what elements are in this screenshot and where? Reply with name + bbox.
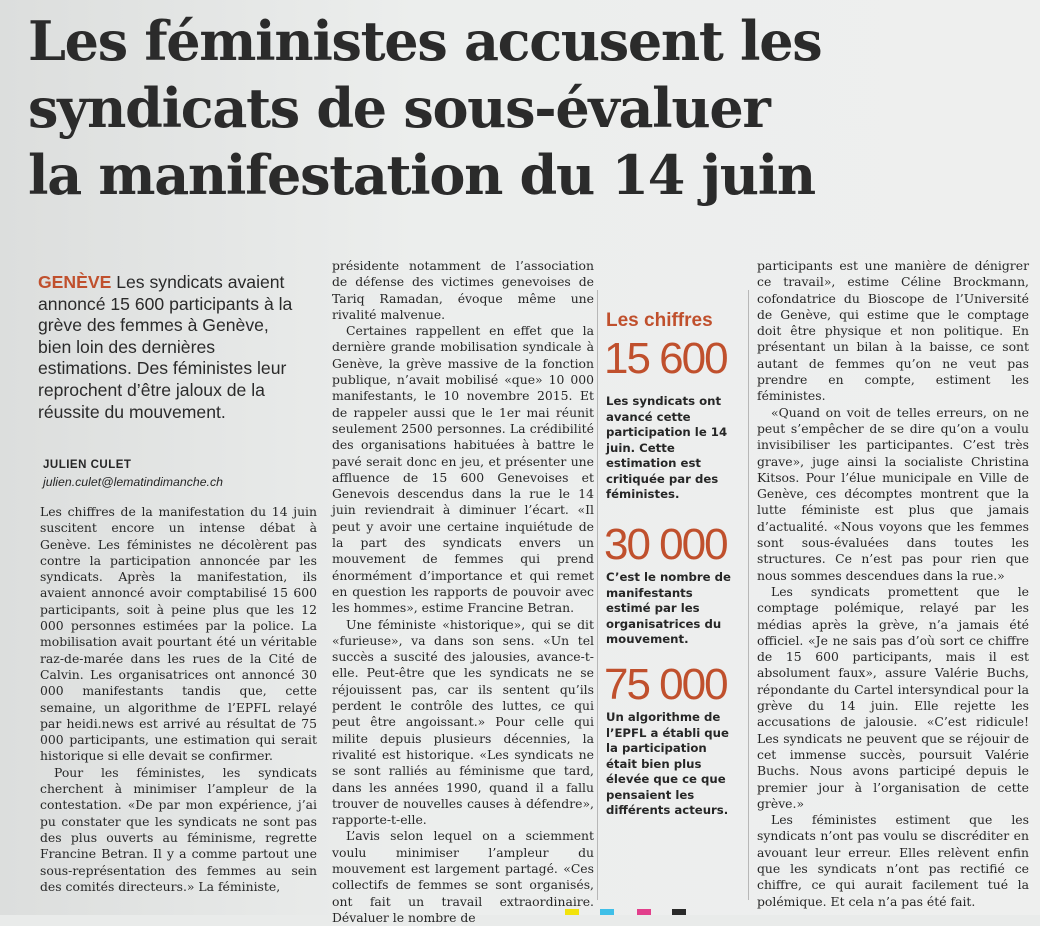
article-column-2	[332, 258, 594, 926]
paragraph: Pour les féministes, les syndicats cherchent à minimiser l’ampleur de la contestation. «De par mon expérience, j’ai pu constater que les syndicats ne sont pas des plus ouverts au féminisme, regrette Francine Betran. Il y a comme partout une sous-représentation des femmes au sein des comités directeurs.» La féministe,	[40, 764, 317, 894]
color-register-mark	[565, 909, 579, 915]
figure-description: Un algorithme de l’EPFL a établi que la participation était bien plus élevée que ce que pensaient les différents acteurs.	[606, 710, 729, 817]
figure-description: C’est le nombre de manifestants estimé par les organisatrices du mouvement.	[606, 570, 731, 646]
headline-line-3: la manifestation du 14 juin	[28, 143, 815, 207]
paragraph: L’avis selon lequel on a sciemment voulu minimiser l’ampleur du mouvement est largement partagé. «Ces collectifs de femmes se sont organisés, ont fait un travail extraordinaire. Dévaluer le nombre de	[332, 828, 594, 925]
figure-description: Les syndicats ont avancé cette participation le 14 juin. Cette estimation est critiquée par des féministes.	[606, 394, 728, 501]
lead-text: Les syndicats avaient annoncé 15 600 participants à la grève des femmes à Genève, bien loin des dernières estimations. Des féministes leur reprochent d’être jaloux de la réussite du mouvement.	[38, 272, 293, 422]
author-email: julien.culet@lematindimanche.ch	[43, 475, 223, 489]
lead-paragraph	[38, 272, 306, 423]
paragraph: Une féministe «historique», qui se dit «furieuse», va dans son sens. «Un tel succès a suscité des jalousies, avance-t-elle. Peut-être que les syndicats ne se réjouissent pas, car ils sentent qu’ils perdent le contrôle des luttes, ce qui peut être angoissant.» Pour celle qui milite depuis plusieurs décennies, la rivalité est historique. «Les syndicats ne se sont ralliés au féminisme que tard, dans les années 1990, quand il a fallu trouver de nouvelles causes à défendre», rapporte-t-elle.	[332, 616, 594, 828]
paragraph: participants est une manière de dénigrer ce travail», estime Céline Brockmann, cofondatrice du Bioscope de l’Université de Genève, qui estime que le comptage doit être physique et non politique. En présentant un bilan à la baisse, ce sont autant de femmes qu’on ne veut pas prendre en compte, estiment les féministes.	[757, 258, 1029, 404]
article-column-1	[40, 504, 317, 895]
paragraph: «Quand on voit de telles erreurs, on ne peut s’empêcher de se dire qu’on a voulu invisibiliser les participantes. C’est très grave», juge ainsi la socialiste Christina Kitsos. Pour l’élue municipale en Ville de Genève, ces décomptes montrent que la lutte féministe est plus que jamais d’actualité. «Nous voyons que les femmes sont sous-évaluées dans toutes les structures. Ce n’est pas pour rien que nous sommes descendues dans la rue.»	[757, 404, 1029, 583]
paragraph: Les syndicats promettent que le comptage polémique, relayé par les médias après la grève, n’a jamais été officiel. «Je ne sais pas d’où sort ce chiffre de 15 600 participants, mais il est absolument faux», assure Valérie Buchs, répondante du Cartel intersyndical pour la grève du 14 juin. Elle rejette les accusations de jalousie. «C’est ridicule! Les syndicats ne peuvent que se réjouir de cet immense succès, poursuit Valérie Buchs. Nous avons participé depuis le premier jour à l’organisation de cette grève.»	[757, 583, 1029, 811]
paragraph: Les féministes estiment que les syndicats n’ont pas voulu se discréditer en avouant leur erreur. Elles relèvent enfin que les syndicats n’ont pas rectifié ce chiffre, ce qui aurait facilement tué la polémique. Et cela n’a pas été fait.	[757, 812, 1029, 909]
article-column-4	[757, 258, 1029, 910]
author-name: JULIEN CULET	[43, 459, 132, 471]
column-divider	[748, 290, 749, 900]
dateline: GENÈVE	[38, 272, 112, 292]
paragraph: présidente notamment de l’association de défense des victimes genevoises de Tariq Ramadan, évoque même une rivalité malvenue.	[332, 258, 594, 322]
headline	[28, 8, 1028, 209]
figure-number: 15 600	[604, 334, 727, 383]
figure-number: 75 000	[604, 660, 727, 709]
figures-title: Les chiffres	[606, 310, 713, 331]
headline-line-2: syndicats de sous-évaluer	[28, 76, 770, 140]
figure-number: 30 000	[604, 520, 727, 569]
color-register-mark	[672, 909, 686, 915]
paragraph: Les chiffres de la manifestation du 14 juin suscitent encore un intense débat à Genève. Les féministes ne décolèrent pas contre la participation annoncée par les syndicats. Après la manifestation, ils avaient annoncé avoir comptabilisé 15 600 participants, soit à peine plus que les 12 000 personnes estimées par la police. La mobilisation avait pourtant été un véritable raz-de-marée dans les rues de la Cité de Calvin. Les organisatrices ont annoncé 30 000 manifestants tandis que, cette semaine, un algorithme de l’EPFL relayé par heidi.news est arrivé au résultat de 75 000 participants, une estimation qui serait historique si elle devait se confirmer.	[40, 504, 317, 764]
color-register-mark	[637, 909, 651, 915]
color-register-mark	[600, 909, 614, 915]
column-divider	[597, 290, 598, 900]
headline-line-1: Les féministes accusent les	[28, 9, 822, 73]
paragraph: Certaines rappellent en effet que la dernière grande mobilisation syndicale à Genève, la grève massive de la fonction publique, n’avait mobilisé «que» 10 000 manifestants, le 10 novembre 2015. Et de rappeler aussi que le 1er mai réunit seulement 2500 personnes. La crédibilité des organisations habituées à battre le pavé serait donc en jeu, et présenter une affluence de 15 600 Genevoises et Genevois descendus dans la rue le 14 juin reviendrait à diminuer l’écart. «Il peut y avoir une certaine inquiétude de la part des syndicats envers un mouvement de femmes qui prend énormément d’importance et qui remet en question les rapports de pouvoir avec les hommes», estime Francine Betran.	[332, 323, 594, 616]
